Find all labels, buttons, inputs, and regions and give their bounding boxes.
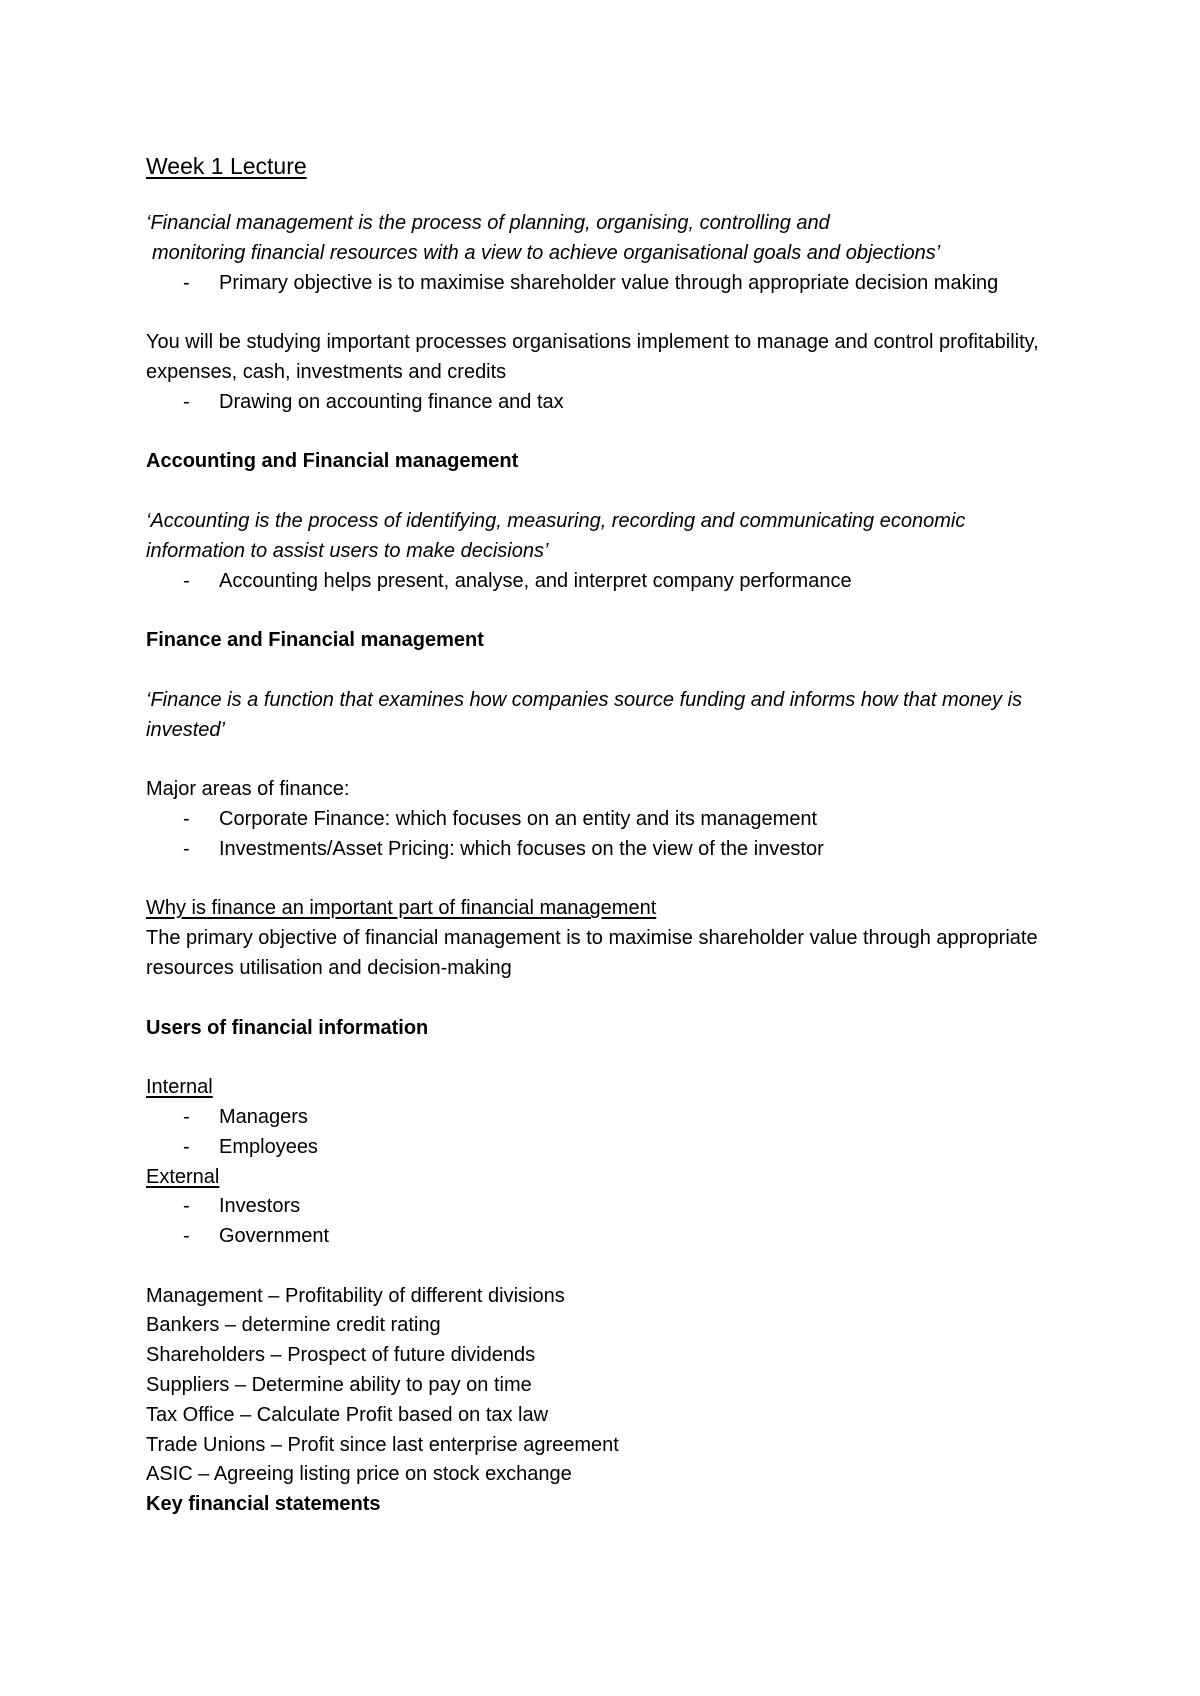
bullet-dash: - (183, 1195, 190, 1218)
accounting-bullet-text: Accounting helps present, analyse, and interpret company performance (219, 569, 852, 592)
user-need-line: Management – Profitability of different divisions (146, 1284, 565, 1307)
users-heading: Users of financial information (146, 1016, 429, 1039)
studying-text: You will be studying important processes organisations implement to manage and control profitability, expenses, cash, investments and credits (146, 331, 1039, 383)
bullet-dash: - (183, 807, 190, 830)
list-item (146, 1133, 1066, 1163)
list-item (146, 1222, 1066, 1252)
accounting-quote: ‘Accounting is the process of identifying, measuring, recording and communicating economic information to assist users to make decisions’ (146, 509, 966, 562)
user-need-line: Bankers – determine credit rating (146, 1314, 441, 1337)
user-need-line: Suppliers – Determine ability to pay on time (146, 1374, 532, 1397)
why-text: The primary objective of financial management is to maximise shareholder value through appropriate resources utilisation and decision-making (146, 927, 1038, 979)
why-heading: Why is finance an important part of financial management (146, 897, 657, 920)
fm-quote-line2: monitoring financial resources with a view to achieve organisational goals and objections’ (152, 241, 941, 264)
bullet-dash: - (183, 569, 190, 592)
internal-user-item: Managers (219, 1105, 308, 1128)
finance-heading: Finance and Financial management (146, 629, 484, 652)
major-areas-label: Major areas of finance: (146, 778, 350, 801)
user-need-line: ASIC – Agreeing listing price on stock exchange (146, 1463, 572, 1486)
accounting-heading: Accounting and Financial management (146, 450, 519, 473)
fm-quote-line1: ‘Financial management is the process of planning, organising, controlling and (146, 212, 830, 234)
bullet-dash: - (183, 390, 190, 413)
list-item (146, 388, 1066, 418)
bullet-dash: - (183, 1105, 190, 1128)
list-item (146, 835, 1066, 865)
external-user-item: Government (219, 1225, 330, 1248)
fm-bullet-text: Primary objective is to maximise shareholder value through appropriate decision making (219, 271, 999, 294)
finance-quote: ‘Finance is a function that examines how companies source funding and informs how that money is invested’ (146, 688, 1023, 741)
key-statements-heading: Key financial statements (146, 1493, 381, 1516)
user-need-line: Shareholders – Prospect of future dividends (146, 1344, 536, 1367)
studying-bullet-text: Drawing on accounting finance and tax (219, 390, 564, 413)
list-item (146, 805, 1066, 835)
internal-user-item: Employees (219, 1135, 318, 1158)
user-need-line: Trade Unions – Profit since last enterprise agreement (146, 1433, 619, 1456)
list-item (146, 269, 1066, 299)
document-body (146, 150, 1066, 1520)
list-item (146, 1103, 1066, 1133)
page-title: Week 1 Lecture (146, 153, 307, 179)
bullet-dash: - (183, 837, 190, 860)
major-area-item: Corporate Finance: which focuses on an entity and its management (219, 807, 818, 830)
bullet-dash: - (183, 1225, 190, 1248)
major-area-item: Investments/Asset Pricing: which focuses on the view of the investor (219, 837, 824, 860)
bullet-dash: - (183, 1135, 190, 1158)
list-item (146, 1192, 1066, 1222)
user-need-line: Tax Office – Calculate Profit based on tax law (146, 1403, 549, 1426)
list-item (146, 567, 1066, 597)
internal-label: Internal (146, 1076, 213, 1099)
external-label: External (146, 1165, 220, 1188)
external-user-item: Investors (219, 1195, 301, 1218)
bullet-dash: - (183, 271, 190, 294)
